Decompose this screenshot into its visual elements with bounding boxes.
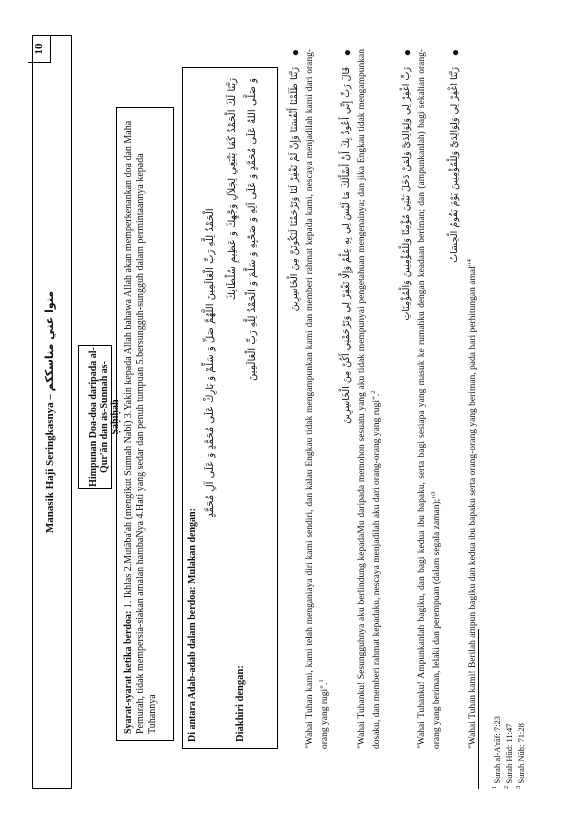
doa-translation-text: "Wahai Tuhan kami! Berilah ampun bagiku dan kedua ibu bapaku serta orang-orang yang beriman, pada hari perhitungan amal" — [468, 262, 479, 749]
footnotes — [490, 716, 525, 789]
page-title — [43, 36, 56, 788]
bullet-icon: ● — [340, 49, 354, 57]
bullet-icon: ● — [288, 49, 302, 57]
footnote-number: 2 — [502, 785, 510, 789]
adab-arabic-praise: رَبَّنَا لَكَ الْحَمْدُ كَمَا يَنْبَغِي لِجَلاَلِ وَجْهِكَ وَ عَظِيمِ سُلْطَانِكَ — [227, 78, 238, 301]
footnote-ref: 4 — [466, 259, 473, 263]
adab-arabic-opening: الْحَمْدُ لِلَّهِ رَبِّ الْعَالَمِينَ اللَّهُمَّ صَلِّ وَ سَلِّمْ وَ بَارِكْ عَلَى مُحَمَّدٍ وَ عَلَى آلِ مُحَمَّدٍ — [205, 208, 216, 518]
doa-translation — [304, 49, 331, 749]
footnote-item — [502, 716, 514, 789]
doa-item-3 — [400, 49, 443, 749]
adab-box — [182, 67, 278, 749]
footnote-divider — [478, 629, 479, 789]
doa-translation-text: "Wahai Tuhanku! Ampunkanlah bagiku, dan bagi kedua ibu bapaku, serta bagi sesiapa yang masuk ke rumahku dengan keadaan beriman; dan (ampunkanlah) bagi sekalian orang-orang yang beriman, lelaki dan perempuan (dalam segala zaman);" — [417, 49, 443, 749]
syarat-text — [123, 114, 159, 734]
doa-item-2 — [340, 49, 383, 749]
doa-translation — [464, 49, 479, 749]
doa-item-4 — [448, 49, 479, 749]
doa-item-1 — [288, 49, 331, 749]
header-box — [32, 35, 72, 789]
doa-arabic: رَبِّ اغْفِرْ لِي وَلِوَالِدَيَّ وَلِمَنْ دَخَلَ بَيْتِيَ مُؤْمِنًا وَلِلْمُؤْمِنِينَ وَالْمُؤْمِنَاتِ — [401, 67, 412, 321]
footnote-text: Surah Hūd: 11:47 — [503, 723, 514, 784]
doa-translation — [416, 49, 443, 749]
doa-translation — [356, 49, 383, 749]
header-separator: – — [44, 391, 56, 403]
doa-translation-text: "Wahai Tuhanku! Sesungguhnya aku berlindung kepadaMu daripada memohon sesuatu yang aku tidak mempunyai pengetahuan mengenainya; dan jika Engkau tidak mengampunkan dosaku, dan memberi rahmat kepadaku, nescaya menjadilah aku dari orang-orang yang rugi". — [357, 49, 383, 749]
header-title-text: Manasik Haji Seringkasnya — [44, 402, 56, 534]
footnote-item — [514, 716, 526, 789]
footnote-ref: 1 — [318, 679, 325, 683]
diakhiri-label: Diakhiri dengan: — [235, 665, 246, 742]
section-title: Himpunan Doa-doa daripada al-Qur'ān dan as-Sunnah as-Ṣaḥīḥah — [88, 347, 121, 487]
footnote-ref: 2 — [370, 390, 377, 394]
syarat-box — [116, 107, 174, 741]
syarat-body: 1. Ikhlas 2.Mutāba'ah (mengikut Sunnah Nabi) 3.Yakin kepada Allah bahawa Allah akan memperkenankan doa dan Maha Pemurah, tidak mempersia-siakan amalan hambaNya 4.Hati yang sedar dan penuh tumpuan 5.bersungguh-sungguh dalam permintaannya kepada Tuhannya — [123, 120, 158, 734]
footnote-item — [490, 716, 502, 789]
footnote-text: Surah al-A'rāf: 7:23 — [491, 716, 502, 784]
syarat-label: Syarat-syarat ketika berdoa: — [123, 610, 134, 734]
footnote-ref: 3 — [430, 491, 437, 495]
doa-arabic: قَالَ رَبِّ إِنِّي أَعُوذُ بِكَ أَنْ أَسْأَلَكَ مَا لَيْسَ لِي بِهِ عِلْمٌ وَإِلَّا تَغْفِرْ لِي وَتَرْحَمْنِي أَكُنْ مِنَ الْخَاسِرِينَ — [341, 67, 352, 424]
doa-translation-text: "Wahai Tuhan kami, kami telah menganiaya diri kami sendiri, dan kalau Engkau tidak mengampunkan kami dan memberi rahmat kepada kami, nescaya menjadilah kami dari orang-orang yang rugi". — [305, 49, 331, 749]
header-arabic: منوا عني مناسككم — [43, 290, 56, 392]
doa-arabic: رَبَّنَا اغْفِرْ لِي وَلِوَالِدَيَّ وَلِلْمُؤْمِنِينَ يَوْمَ يَقُومُ الْحِسَابُ — [449, 67, 460, 263]
footnote-number: 1 — [491, 785, 498, 789]
adab-arabic-closing: وَ صَلَّى اللهُ عَلَى مُحَمَّدٍ وَ عَلَى آلِهِ وَ صَحْبِهِ وَ سَلَّمَ وَ الْحَمْدُ لِلَّهِ رَبِّ الْعَالَمِينَ — [247, 78, 258, 381]
page-number: 10 — [28, 36, 51, 63]
bullet-icon: ● — [448, 49, 462, 57]
section-title-box — [78, 345, 121, 489]
bullet-icon: ● — [400, 49, 414, 57]
footnote-number: 3 — [514, 785, 522, 789]
footnote-text: Surah Nūḥ: 71:28 — [515, 723, 526, 784]
doa-arabic: رَبَّنَا ظَلَمْنَا أَنْفُسَنَا وَإِنْ لَمْ تَغْفِرْ لَنَا وَتَرْحَمْنَا لَنَكُونَنَّ مِنَ الْخَاسِرِينَ — [289, 67, 300, 312]
adab-heading: Di antara Adab-adab dalam berdoa: Mulakan dengan: — [187, 508, 198, 742]
